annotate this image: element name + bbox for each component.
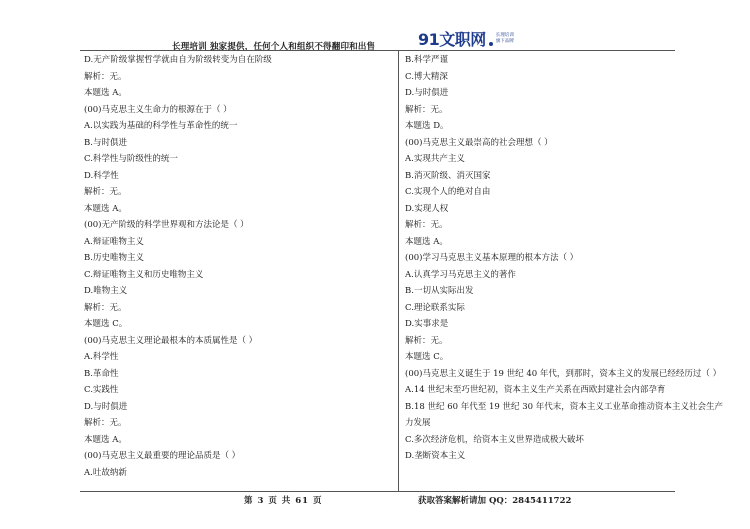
text-line: D.无产阶级掌握哲学就由自为阶级转变为自在阶级	[84, 55, 272, 65]
text-line: 本题选 A。	[84, 203, 127, 214]
header-rule	[80, 50, 675, 51]
option-line: D.与时俱进	[405, 88, 449, 98]
option-line: A.科学性	[84, 352, 119, 362]
question-line: (00)马克思主义最重要的理论品质是（ ）	[84, 451, 241, 461]
option-line: B.与时俱进	[84, 137, 127, 148]
option-line: C.多次经济危机，给资本主义世界造成极大破坏	[405, 434, 584, 445]
logo-tag-line-2: 旗下品牌	[495, 38, 514, 44]
option-line: C.博大精深	[405, 71, 448, 82]
option-line: A.认真学习马克思主义的著作	[405, 269, 516, 280]
option-line: A.14 世纪末至巧世纪初，资本主义生产关系在西欧封建社会内部孕育	[405, 385, 666, 395]
option-line: C.实践性	[84, 385, 119, 395]
logo-tag-line-1: 长理培训	[495, 32, 514, 38]
question-line: (00)马克思主义最崇高的社会理想（ ）	[405, 137, 553, 148]
option-line: C.辩证唯物主义和历史唯物主义	[84, 269, 204, 280]
logo-tagline	[496, 33, 514, 45]
question-line: (00)马克思主义理论最根本的本质属性是（ ）	[84, 335, 258, 346]
text-line: 解析：无。	[405, 104, 448, 115]
text-line: 解析：无。	[84, 187, 127, 197]
text-line: 本题选 C。	[405, 352, 449, 362]
text-line: 解析：无。	[84, 302, 127, 313]
option-line: A.辩证唯物主义	[84, 236, 144, 247]
option-line: B.历史唯物主义	[84, 253, 144, 263]
question-line: (00)学习马克思主义基本原理的根本方法（ ）	[405, 253, 579, 263]
text-line: 本题选 D。	[405, 121, 449, 131]
option-line: C.理论联系实际	[405, 302, 465, 313]
option-line: B.18 世纪 60 年代至 19 世纪 30 年代末，资本主义工业革命推动资本主义社会生产力发展	[405, 401, 723, 428]
text-line: 本题选 A。	[405, 236, 448, 247]
logo-text: 91文职网	[418, 30, 486, 49]
text-line: 解析：无。	[84, 418, 127, 428]
option-line: D.实现人权	[405, 203, 449, 214]
option-line: D.唯物主义	[84, 286, 128, 296]
option-line: C.实现个人的绝对自由	[405, 187, 491, 197]
option-line: C.科学性与阶级性的统一	[84, 154, 178, 164]
column-divider	[398, 50, 399, 491]
text-line: 解析：无。	[84, 71, 127, 82]
footer-rule	[80, 491, 675, 492]
option-line: D.实事求是	[405, 319, 449, 329]
text-line: 解析：无。	[405, 335, 448, 346]
footer-contact: 获取答案解析请加 QQ：2845411722	[418, 496, 572, 506]
page-number: 第 3 页 共 61 页	[244, 496, 323, 506]
option-line: B.革命性	[84, 368, 119, 379]
question-line: (00)马克思主义生命力的根源在于（ ）	[84, 104, 232, 115]
brand-logo	[418, 27, 514, 50]
option-line: A.实现共产主义	[405, 154, 465, 164]
right-column	[405, 52, 723, 465]
option-line: D.科学性	[84, 170, 119, 181]
header-notice: 长理培训 独家提供，任何个人和组织不得翻印和出售	[172, 42, 376, 52]
logo-dot-icon	[489, 42, 493, 46]
option-line: D.垄断资本主义	[405, 451, 466, 461]
option-line: B.科学严谨	[405, 55, 448, 65]
text-line: 解析：无。	[405, 220, 448, 230]
option-line: B.消灭阶级、消灭国家	[405, 170, 491, 181]
option-line: D.与时俱进	[84, 401, 128, 412]
text-line: 本题选 C。	[84, 319, 128, 329]
question-line: (00)无产阶级的科学世界观和方法论是（ ）	[84, 220, 249, 230]
option-line: B.一切从实际出发	[405, 286, 474, 296]
text-line: 本题选 A。	[84, 88, 127, 98]
left-column	[84, 52, 394, 481]
option-line: A.吐故纳新	[84, 467, 127, 478]
text-line: 本题选 A。	[84, 434, 127, 445]
question-line: (00)马克思主义诞生于 19 世纪 40 年代，到那时，资本主义的发展已经经历过（ ）	[405, 368, 722, 379]
option-line: A.以实践为基础的科学性与革命性的统一	[84, 121, 238, 131]
